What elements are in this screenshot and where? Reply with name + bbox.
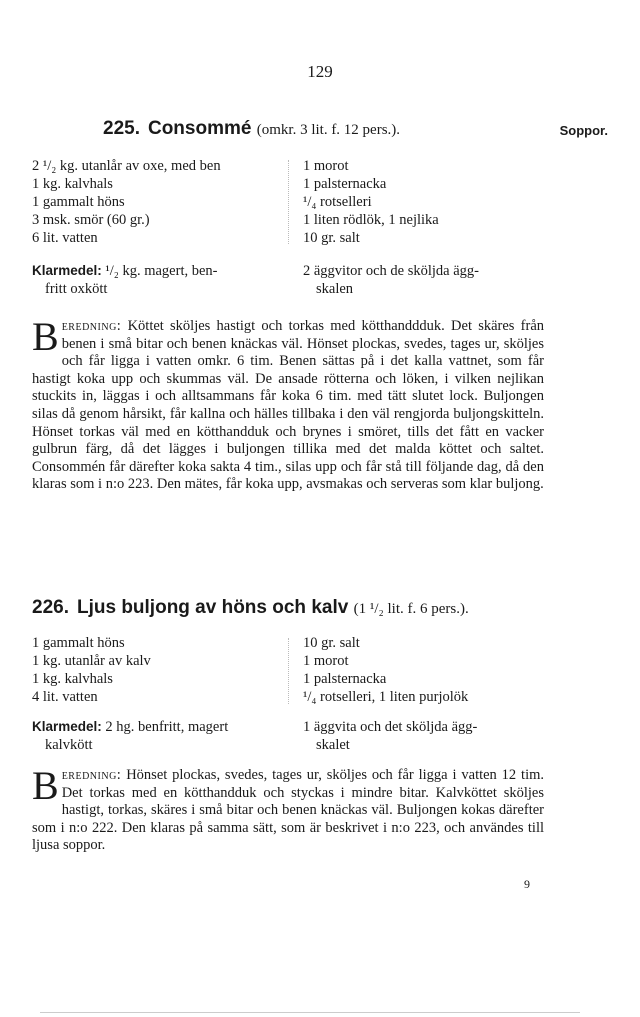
ingredients-left-225	[32, 157, 221, 247]
beredning-226	[32, 763, 545, 855]
ingredients-right-225	[303, 157, 439, 247]
column-divider	[288, 638, 289, 704]
klarmedel-text-cont: skalen	[316, 281, 354, 297]
beredning-text: Hönset plockas, svedes, tages ur, sköljes och får ligga i vatten 12 tim. Det torkas med en kötthandduk och styckas i mindre bitar. Kalvköttet sköljes hastigt, torkas, skäres i små bitar och benen knäckas väl. Buljongen kokas därefter som i n:o 222. Den klaras på samma sätt, som är beskrivet i n:o 223, och användes till ljusa soppor.	[32, 767, 545, 854]
ingredient-line: ¹/₄ rotselleri, 1 liten purjolök	[303, 689, 469, 705]
recipe-yield: (1 ¹/₂ lit. f. 6 pers.).	[353, 601, 469, 617]
ingredient-line: 3 msk. smör (60 gr.)	[32, 212, 150, 228]
recipe-name: Consommé	[147, 118, 252, 139]
klarmedel-text: 2 äggvitor och de sköljda ägg-	[303, 263, 479, 279]
ingredients-left-226	[32, 634, 151, 706]
ingredient-line: 10 gr. salt	[303, 230, 360, 246]
ingredient-line: 1 palsternacka	[303, 671, 387, 687]
klarmedel-text: 2 hg. benfritt, magert	[105, 719, 229, 735]
ingredient-line: 1 morot	[303, 158, 349, 174]
page-number: 129	[307, 62, 333, 81]
page-bottom-edge	[40, 1012, 580, 1013]
recipe-name: Ljus buljong av höns och kalv	[76, 597, 349, 618]
beredning-label: eredning:	[61, 767, 122, 783]
recipe-yield: (omkr. 3 lit. f. 12 pers.).	[256, 122, 401, 138]
column-divider	[288, 160, 289, 244]
ingredient-line: 6 lit. vatten	[32, 230, 98, 246]
ingredient-line: 1 gammalt höns	[32, 635, 125, 651]
ingredient-line: 1 morot	[303, 653, 349, 669]
recipe-number: 225.	[103, 118, 140, 139]
klarmedel-text-cont: kalvkött	[45, 737, 93, 753]
klarmedel-text-cont: skalet	[316, 737, 350, 753]
klarmedel-right-225	[303, 262, 479, 298]
beredning-225	[32, 314, 545, 494]
ingredient-line: ¹/₄ rotselleri	[303, 194, 372, 210]
klarmedel-label: Klarmedel:	[32, 719, 102, 734]
klarmedel-left-225	[32, 262, 217, 298]
signature-mark: 9	[524, 877, 530, 891]
drop-cap: B	[32, 314, 59, 359]
beredning-text: Köttet sköljes hastigt och torkas med kötthanddduk. Det skäres från benen i små bitar och benen knäckas väl. Hönset plockas, svedes, tages ur, sköljes och får ligga i vatten omkr. 6 tim. Benen sättas på i det kalla vattnet, som får hastigt koka upp och skummas väl. De ansade rötterna och löken, i vilken nejlikan stuckits in, läggas i och alltsammans får koka 6 tim. med tätt slutet lock. Buljongen silas då genom hårsikt, får kallna och hälles tillbaka i den väl rengjorda buljongskitteln. Hönset torkas väl med en kötthandduk och brynes i smöret, tills det fått en vacker gulbrun färg, då det lägges i buljongen tillika med det malda köttet och saltet. Consommén får därefter koka sakta 4 tim., silas upp och får stå till följande dag, då den klaras som i n:o 223. Den mätes, får koka upp, avsmakas och serveras som klar buljong.	[32, 318, 545, 493]
recipe-number: 226.	[32, 597, 69, 618]
ingredients-right-226	[303, 634, 468, 706]
klarmedel-text-cont: fritt oxkött	[45, 281, 108, 297]
beredning-label: eredning:	[61, 318, 122, 334]
ingredient-line: 1 gammalt höns	[32, 194, 125, 210]
section-tag: Soppor.	[559, 123, 608, 138]
ingredient-line: 4 lit. vatten	[32, 689, 98, 705]
ingredient-line: 2 ¹/₂ kg. utanlår av oxe, med ben	[32, 158, 221, 174]
recipe-title-225	[103, 118, 400, 140]
ingredient-line: 10 gr. salt	[303, 635, 360, 651]
ingredient-line: 1 palsternacka	[303, 176, 387, 192]
klarmedel-right-226	[303, 718, 477, 754]
klarmedel-text: 1 äggvita och det sköljda ägg-	[303, 719, 478, 735]
drop-cap: B	[32, 763, 59, 808]
klarmedel-text: ¹/₂ kg. magert, ben-	[105, 263, 218, 279]
ingredient-line: 1 liten rödlök, 1 nejlika	[303, 212, 439, 228]
ingredient-line: 1 kg. kalvhals	[32, 671, 113, 687]
recipe-title-226	[32, 597, 469, 619]
klarmedel-left-226	[32, 718, 228, 754]
klarmedel-label: Klarmedel:	[32, 263, 102, 278]
ingredient-line: 1 kg. utanlår av kalv	[32, 653, 151, 669]
ingredient-line: 1 kg. kalvhals	[32, 176, 113, 192]
